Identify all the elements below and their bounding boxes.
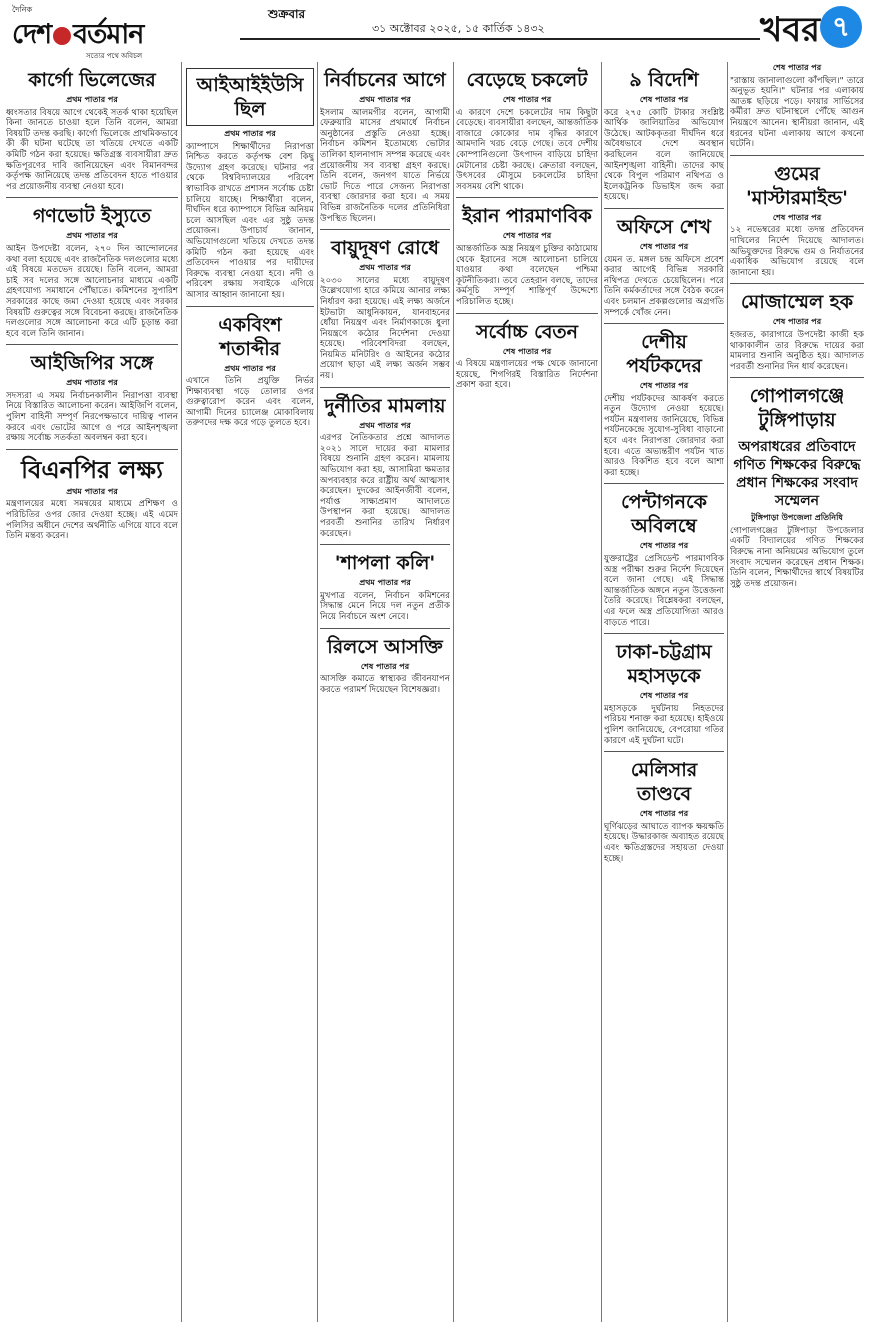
separator xyxy=(6,449,178,450)
byline: শেষ পাতার পর xyxy=(502,94,552,104)
byline: শেষ পাতার পর xyxy=(360,660,410,671)
article-election xyxy=(320,68,450,224)
article-pentagon xyxy=(604,490,724,628)
column-4 xyxy=(456,62,598,1324)
column-1 xyxy=(6,62,178,1324)
article-dhaka-ctg xyxy=(604,640,724,746)
byline: প্রথম পাতার পর xyxy=(66,377,118,388)
article-body: গোপালগঞ্জের টুঙ্গিপাড়া উপজেলার একটি বিদ্যালয়ের গণিত শিক্ষকের বিরুদ্ধে নানা অনিয়মের অভিযোগ তুলে সংবাদ সম্মেলন করেছেন প্রধান শিক্ষক। তিনি বলেন, শিক্ষার্থীদের স্বার্থে বিষয়টির সুষ্ঠু তদন্ত প্রয়োজন। xyxy=(730,525,864,589)
article-ict xyxy=(186,68,314,301)
headline: ঢাকা-চট্টগ্রাম মহাসড়কে xyxy=(616,641,712,688)
article-igp xyxy=(6,351,178,444)
article-chocolate xyxy=(456,68,598,192)
headline: ইরান পারমাণবিক xyxy=(462,205,592,228)
separator xyxy=(604,323,724,324)
byline: প্রথম পাতার পর xyxy=(66,94,118,104)
headline: গণভোট ইস্যুতে xyxy=(32,205,152,228)
logo-dot-icon xyxy=(53,27,71,45)
article-tourist xyxy=(604,330,724,478)
article-body: যুক্তরাষ্ট্রের প্রেসিডেন্ট পারমাণবিক অস্ত্র পরীক্ষা শুরুর নির্দেশ দিয়েছেন বলে জানা গেছে। এই সিদ্ধান্ত আন্তর্জাতিক অঙ্গনে নতুন উত্তেজনা তৈরি করেছে। বিশ্লেষকরা বলছেন, এর ফলে অস্ত্র প্রতিযোগিতা আরও বাড়তে পারে। xyxy=(604,554,724,628)
logo-small-text: দৈনিক xyxy=(12,5,33,14)
headline: 'শাপলা কলি' xyxy=(334,552,436,575)
article-melisa xyxy=(604,758,724,864)
article-body: দেশীয় পর্যটকদের আকর্ষণ করতে নতুন উদ্যোগ নেওয়া হয়েছে। পর্যটন মন্ত্রণালয় জানিয়েছে, বিভিন্ন পর্যটনকেন্দ্রে সুযোগ-সুবিধা বাড়ানো হবে এবং নিরাপত্তা জোরদার করা হবে। এতে অভ্যন্তরীণ পর্যটন খাত আরও বিকশিত হবে বলে আশা করা হচ্ছে। xyxy=(604,393,724,478)
article-body: ১২ নভেম্বরের মধ্যে তদন্ত প্রতিবেদন দাখিলের নির্দেশ দিয়েছে আদালত। অভিযুক্তদের বিরুদ্ধে গুম ও নির্যাতনের একাধিক অভিযোগ রয়েছে বলে জানানো হয়। xyxy=(730,225,864,278)
byline: টুঙ্গিপাড়া উপজেলা প্রতিনিধি xyxy=(751,512,843,523)
separator xyxy=(6,197,178,198)
column-3 xyxy=(320,62,450,1324)
article-mozammel xyxy=(730,290,864,372)
article-shapla xyxy=(320,551,450,622)
article-corruption xyxy=(320,394,450,540)
headline: সর্বোচ্চ বেতন xyxy=(475,320,578,343)
separator xyxy=(320,628,450,629)
headline: অফিসে শেখ xyxy=(616,215,711,238)
article-cargo xyxy=(6,68,178,192)
byline: শেষ পাতার পর xyxy=(772,316,822,327)
article-body: ২০৩০ সালের মধ্যে বায়ুদূষণ উল্লেখযোগ্য হারে কমিয়ে আনার লক্ষ্য নির্ধারণ করা হয়েছে। এই লক্ষ্য অর্জনে ইটভাটা আধুনিকায়ন, যানবাহনের ধোঁয়া নিয়ন্ত্রণ এবং নির্মাণকাজে ধুলা নিয়ন্ত্রণে কঠোর নির্দেশনা দেওয়া হয়েছে। পরিবেশবিদরা বলছেন, নিয়মিত মনিটরিং ও আইনের কঠোর প্রয়োগ ছাড়া এই লক্ষ্য অর্জন সম্ভব নয়। xyxy=(320,275,450,382)
article-body: এ কারণে দেশে চকলেটের দাম কিছুটা বেড়েছে। ব্যবসায়ীরা বলছেন, আন্তর্জাতিক বাজারে কোকোর দাম বৃদ্ধির কারণে আমদানি খরচ বেড়ে গেছে। তবে দেশীয় কোম্পানিগুলো উৎপাদন বাড়িয়ে চাহিদা মেটানোর চেষ্টা করছে। ক্রেতারা বলছেন, উৎসবের মৌসুমে চকলেটের চাহিদা সবসময় বেশি থাকে। xyxy=(456,107,598,192)
subheadline: অপরাধরের প্রতিবাদে গণিত শিক্ষকের বিরুদ্ধে প্রধান শিক্ষকের সংবাদ সম্মেলন xyxy=(733,439,861,510)
article-body: মন্ত্রণালয়ের মধ্যে সমন্বয়ের মাধ্যমে প্রশিক্ষণ ও পরিচিতির ওপর জোর দেওয়া হচ্ছে। এই এমেদ পলিসির অধীনে দেশের অর্থনীতি এগিয়ে যাবে বলে তিনি মন্তব্য করেন। xyxy=(6,499,178,542)
article-body: এ বিষয়ে মন্ত্রণালয়ের পক্ষ থেকে জানানো হয়েছে, শিগগিরই বিস্তারিত নির্দেশনা প্রকাশ করা হবে। xyxy=(456,359,598,391)
logo-name-right: বর্তমান xyxy=(73,19,144,50)
byline: শেষ পাতার পর xyxy=(772,211,822,222)
article-body: "রাস্তায় জানালাগুলো কাঁপছিল।" তারে অনুভূত হয়নি।" ঘটনার পর এলাকায় আতঙ্ক ছড়িয়ে পড়ে। ফায়ার সার্ভিসের কর্মীরা দ্রুত ঘটনাস্থলে পৌঁছে আগুন নিয়ন্ত্রণে আনেন। স্থানীয়রা জানান, এই ধরনের ঘটনা এলাকায় আগে কখনো ঘটেনি। xyxy=(730,75,864,150)
separator xyxy=(604,208,724,209)
newspaper-logo xyxy=(6,4,226,60)
byline: প্রথম পাতার পর xyxy=(224,362,276,373)
byline: প্রথম পাতার পর xyxy=(224,128,276,138)
separator xyxy=(320,387,450,388)
headline: মেলিসার তাণ্ডবে xyxy=(630,759,698,806)
article-body: ক্যাম্পাসে শিক্ষার্থীদের নিরাপত্তা নিশ্চিত করতে কর্তৃপক্ষ বেশ কিছু উদ্যোগ গ্রহণ করেছে। ঘটনার পর থেকে বিশ্ববিদ্যালয়ের পরিবেশ স্বাভাবিক রাখতে প্রশাসন সর্বোচ্চ চেষ্টা চালিয়ে যাচ্ছে। শিক্ষার্থীরা বলেন, দীর্ঘদিন ধরে ক্যাম্পাসে বিভিন্ন অনিয়ম চলে আসছিল এবং এর সুষ্ঠু তদন্ত প্রয়োজন। উপাচার্য জানান, অভিযোগগুলো খতিয়ে দেখতে তদন্ত কমিটি গঠন করা হয়েছে এবং প্রতিবেদন পাওয়ার পর দায়ীদের বিরুদ্ধে ব্যবস্থা নেওয়া হবে। নদী ও পরিবেশ রক্ষায় সবাইকে এগিয়ে আসার আহ্বান জানানো হয়। xyxy=(186,141,314,300)
article-fire xyxy=(730,62,864,150)
separator xyxy=(186,306,314,307)
headline: গোপালগঞ্জে টুঙ্গিপাড়ায় xyxy=(749,385,845,432)
separator xyxy=(730,155,864,156)
article-body: আসক্তি কমাতে স্বাস্থ্যকর জীবনযাপন করতে পরামর্শ দিয়েছেন বিশেষজ্ঞরা। xyxy=(320,674,450,695)
masthead-rule xyxy=(240,38,760,40)
article-salary xyxy=(456,320,598,391)
article-body: ঘূর্ণিঝড়ের আঘাতে ব্যাপক ক্ষয়ক্ষতি হয়েছে। উদ্ধারকাজ অব্যাহত রয়েছে এবং ক্ষতিগ্রস্তদের সহায়তা দেওয়া হচ্ছে। xyxy=(604,821,724,864)
issue-day: শুক্রবার xyxy=(268,7,306,21)
headline: একবিংশ শতাব্দীর xyxy=(218,313,282,360)
article-iran xyxy=(456,204,598,307)
byline: শেষ পাতার পর xyxy=(639,690,689,701)
byline: শেষ পাতার পর xyxy=(639,380,689,391)
byline: শেষ পাতার পর xyxy=(639,94,689,104)
separator xyxy=(604,751,724,752)
article-body: যেমন ত. মঙ্গল চন্দ্র অফিসে প্রবেশ করার আগেই বিভিন্ন সরকারি নথিপত্র দেখতে চেয়েছিলেন। পরে তিনি কর্মকর্তাদের সঙ্গে বৈঠক করেন এবং চলমান প্রকল্পগুলোর অগ্রগতি সম্পর্কে খোঁজ নেন। xyxy=(604,254,724,318)
article-body: এরপর নৈতিকতার প্রশ্নে আদালত ২০২১ সালে দায়ের করা মামলার বিষয়ে শুনানি গ্রহণ করেন। মামলায় অভিযোগ করা হয়, আসামিরা ক্ষমতার অপব্যবহার করে রাষ্ট্রীয় অর্থ আত্মসাৎ করেছেন। দুদকের আইনজীবী বলেন, পর্যাপ্ত সাক্ষ্যপ্রমাণ আদালতে উপস্থাপন করা হয়েছে। আদালত পরবর্তী শুনানির তারিখ নির্ধারণ করেছেন। xyxy=(320,433,450,539)
separator xyxy=(604,483,724,484)
article-body: এখানে তিনি প্রযুক্তি নির্ভর শিক্ষাব্যবস্থা গড়ে তোলার ওপর গুরুত্বারোপ করেন এবং বলেন, আগামী দিনের চ্যালেঞ্জ মোকাবিলায় তরুণদের দক্ষ করে গড়ে তুলতে হবে। xyxy=(186,376,314,429)
article-body: ইসলাম আলমগীর বলেন, আগামী ফেব্রুয়ারি মাসের প্রথমার্ধে নির্বাচন অনুষ্ঠানের প্রস্তুতি নেওয়া হচ্ছে। নির্বাচন কমিশন ইতোমধ্যে ভোটার তালিকা হালনাগাদ সম্পন্ন করেছে এবং প্রয়োজনীয় সব ব্যবস্থা গ্রহণ করছে। তিনি বলেন, জনগণ যাতে নির্ভয়ে ভোট দিতে পারে সেজন্য নিরাপত্তা ব্যবস্থা জোরদার করা হবে। এ সময় বিভিন্ন রাজনৈতিক দলের প্রতিনিধিরা উপস্থিত ছিলেন। xyxy=(320,107,450,224)
headline: নির্বাচনের আগে xyxy=(324,69,446,91)
headline: রিলসে আসক্তি xyxy=(327,635,443,658)
byline: প্রথম পাতার পর xyxy=(359,419,411,430)
article-body: ধ্বংসতার বিষয়ে আগে থেকেই সতর্ক থাকা হয়েছিল কিনা জানতে চাওয়া হলে তিনি বলেন, আমরা বিষয়টি তদন্ত করছি। কার্গো ভিলেজে প্রাথমিকভাবে কী কী ঘটনা ঘটেছে তা খতিয়ে দেখতে একটি কমিটি গঠন করা হয়েছে। ক্ষতিগ্রস্ত ব্যবসায়ীরা দ্রুত ক্ষতিপূরণের দাবি জানিয়েছেন এবং বিমানবন্দর কর্তৃপক্ষ জানিয়েছে তদন্ত প্রতিবেদন হাতে পাওয়ার পর প্রয়োজনীয় ব্যবস্থা নেওয়া হবে। xyxy=(6,107,178,192)
article-office xyxy=(604,215,724,318)
headline: আইজিপির সঙ্গে xyxy=(30,352,154,375)
headline: বিএনপির লক্ষ্য xyxy=(21,454,163,484)
byline: প্রথম পাতার পর xyxy=(359,94,411,104)
article-body: হজরত, কারাগারে উপদেষ্টা কাজী হক থাকাকালীন তার বিরুদ্ধে দায়ের করা মামলার শুনানি অনুষ্ঠিত হয়। আদালত পরবর্তী শুনানির দিন ধার্য করেছেন। xyxy=(730,329,864,372)
headline: বেড়েছে চকলেট xyxy=(466,69,588,91)
headline: কার্গো ভিলেজের xyxy=(28,69,156,91)
article-body: আন্তর্জাতিক অস্ত্র নিয়ন্ত্রণ চুক্তির কাঠামোয় থেকে ইরানের সঙ্গে আলোচনা চালিয়ে যাওয়ার কথা বলেছেন পশ্চিমা কূটনীতিকরা। তবে তেহরান বলছে, তাদের কর্মসূচি সম্পূর্ণ শান্তিপূর্ণ উদ্দেশ্যে পরিচালিত হচ্ছে। xyxy=(456,243,598,307)
section-title: খবর xyxy=(760,10,820,50)
separator xyxy=(730,283,864,284)
byline: শেষ পাতার পর xyxy=(639,240,689,251)
headline: পেন্টাগনকে অবিলম্বে xyxy=(621,491,707,538)
byline: শেষ পাতার পর xyxy=(639,808,689,819)
article-mastermind xyxy=(730,162,864,279)
headline: আইআইইউসি ছিল xyxy=(186,68,314,126)
byline: শেষ পাতার পর xyxy=(639,540,689,551)
article-addiction xyxy=(320,635,450,696)
column-divider xyxy=(601,62,602,1322)
article-nine-foreign xyxy=(604,68,724,203)
article-bnp xyxy=(6,456,178,542)
byline: শেষ পাতার পর xyxy=(502,230,552,241)
headline: দেশীয় পর্যটকদের xyxy=(626,331,702,378)
separator xyxy=(320,229,450,230)
column-divider xyxy=(181,62,182,1322)
headline: ৯ বিদেশি xyxy=(629,69,699,91)
masthead xyxy=(0,0,870,60)
issue-date: ৩১ অক্টোবর ২০২৫, ১৫ কার্তিক ১৪৩২ xyxy=(372,22,545,35)
article-body: সদস্যরা এ সময় নির্বাচনকালীন নিরাপত্তা ব্যবস্থা নিয়ে বিস্তারিত আলোচনা করেন। আইজিপি বলেন, পুলিশ বাহিনী সম্পূর্ণ নিরপেক্ষভাবে দায়িত্ব পালন করবে এবং ভোটের আগে ও পরে আইনশৃঙ্খলা রক্ষায় সর্বোচ্চ সতর্কতা অবলম্বন করা হবে। xyxy=(6,390,178,444)
article-century xyxy=(186,313,314,430)
headline: বায়ুদূষণ রোধে xyxy=(331,237,439,260)
byline: শেষ পাতার পর xyxy=(772,62,822,72)
byline: শেষ পাতার পর xyxy=(502,345,552,356)
separator xyxy=(604,633,724,634)
separator xyxy=(456,313,598,314)
column-divider xyxy=(453,62,454,1322)
byline: প্রথম পাতার পর xyxy=(66,485,118,496)
column-divider xyxy=(317,62,318,1322)
logo-slogan: সত্যের পথে অবিচল xyxy=(86,52,143,60)
separator xyxy=(6,344,178,345)
article-body: আইন উপদেষ্টা বলেন, ২৭০ দিন আন্দোলনের কথা বলা হয়েছে এবং রাজনৈতিক দলগুলোর মধ্যে এই বিষয়ে মতভেদ রয়েছে। তিনি বলেন, আমরা চাই সব দলের সঙ্গে আলোচনার মাধ্যমে একটি গ্রহণযোগ্য সমাধানে পৌঁছাতে। কমিশনের সুপারিশ সরকারের কাছে জমা দেওয়া হয়েছে এবং সরকার বিষয়টি গুরুত্বের সঙ্গে বিবেচনা করছে। রাজনৈতিক দলগুলোর সঙ্গে আলোচনা করে এটি চূড়ান্ত করা হবে বলে তিনি জানান। xyxy=(6,243,178,339)
byline: প্রথম পাতার পর xyxy=(359,262,411,273)
column-5 xyxy=(604,62,724,1324)
headline: দুর্নীতির মামলায় xyxy=(324,394,446,417)
column-2 xyxy=(186,62,314,1324)
article-body: করে ২৭৫ কোটি টাকার সংশ্লিষ্ট আর্থিক জালিয়াতির অভিযোগ উঠেছে। আটককৃতরা দীর্ঘদিন ধরে অবৈধভাবে দেশে অবস্থান করছিলেন বলে জানিয়েছে আইনশৃঙ্খলা বাহিনী। তাদের কাছ থেকে বিপুল পরিমাণ নথিপত্র ও ইলেকট্রনিক ডিভাইস জব্দ করা হয়েছে। xyxy=(604,107,724,203)
article-gopalganj xyxy=(730,384,864,589)
headline: গুমের 'মাস্টারমাইন্ড' xyxy=(745,162,848,209)
column-divider xyxy=(727,62,728,1322)
article-air xyxy=(320,236,450,382)
column-6 xyxy=(730,62,864,1324)
separator xyxy=(730,377,864,378)
separator xyxy=(320,544,450,545)
headline: মোজাম্মেল হক xyxy=(740,291,854,314)
article-body: মহাসড়কে দুর্ঘটনায় নিহতদের পরিচয় শনাক্ত করা হয়েছে। হাইওয়ে পুলিশ জানিয়েছে, বেপরোয়া গতির কারণে এই দুর্ঘটনা ঘটে। xyxy=(604,703,724,746)
separator xyxy=(456,197,598,198)
byline: প্রথম পাতার পর xyxy=(66,230,118,241)
article-gonovote xyxy=(6,204,178,339)
byline: প্রথম পাতার পর xyxy=(359,577,411,588)
article-body: মুখপাত্র বলেন, নির্বাচন কমিশনের সিদ্ধান্ত মেনে নিয়ে দল নতুন প্রতীক নিয়ে নির্বাচনে অংশ নেবে। xyxy=(320,590,450,622)
logo-name-left: দেশ xyxy=(12,19,52,50)
page-number-badge: ৭ xyxy=(820,6,862,48)
